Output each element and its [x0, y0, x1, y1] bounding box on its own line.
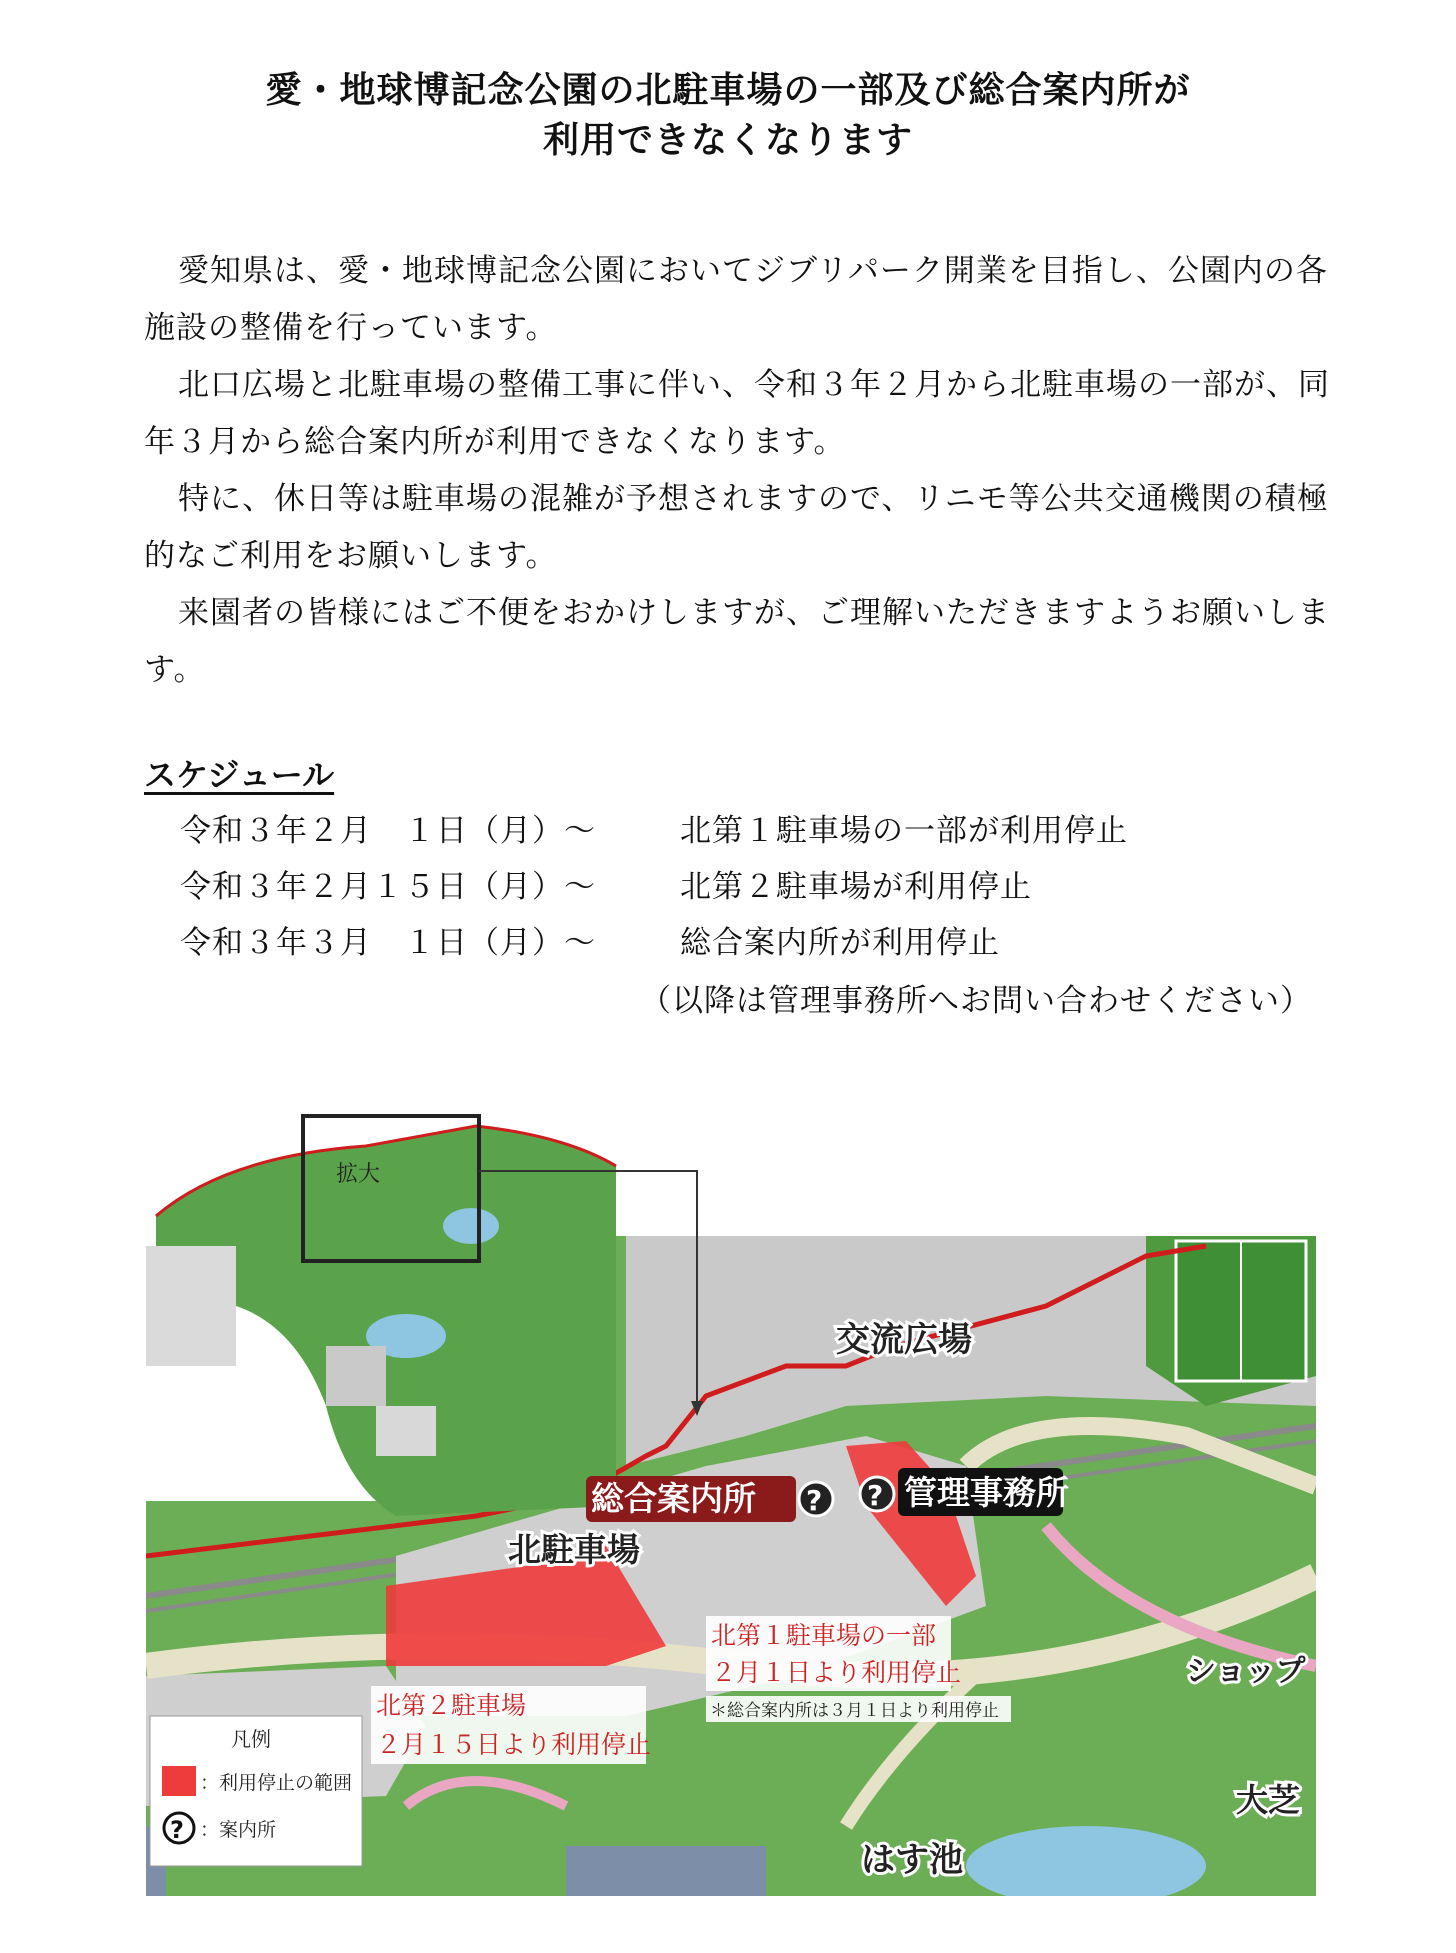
schedule-heading: スケジュール	[144, 756, 335, 794]
legend-stop-area: ：利用停止の範囲	[200, 1772, 353, 1794]
page-title-line2: 利用できなくなります	[542, 120, 913, 161]
schedule-event: 総合案内所が利用停止	[680, 925, 1000, 961]
paragraph-1: 愛知県は、愛・地球博記念公園においてジブリパーク開業を目指し、公園内の各施設の整備を行っています。	[144, 253, 1328, 346]
schedule-event: 北第２駐車場が利用停止	[680, 869, 1032, 905]
callout1-line2: ２月１日より利用停止	[711, 1658, 962, 1687]
body-text	[144, 243, 1334, 699]
legend	[150, 1716, 362, 1866]
schedule-event: 北第１駐車場の一部が利用停止	[680, 813, 1128, 849]
callout2-line2: ２月１５日より利用停止	[376, 1730, 652, 1759]
paragraph-2: 北口広場と北駐車場の整備工事に伴い、令和３年２月から北駐車場の一部が、同年３月から総合案内所が利用できなくなります。	[144, 367, 1330, 460]
park-map	[146, 1106, 1316, 1896]
label-north-parking: 北駐車場	[508, 1530, 640, 1569]
schedule-date: 令和３年２月 １日（月）～	[180, 813, 596, 849]
legend-info-icon-mark: ?	[170, 1816, 184, 1844]
callout1-line1: 北第１駐車場の一部	[711, 1621, 937, 1650]
legend-info: ：案内所	[200, 1819, 277, 1841]
legend-title: 凡例	[231, 1727, 271, 1751]
label-koryu: 交流広場	[836, 1320, 972, 1360]
label-office: 管理事務所	[904, 1473, 1069, 1512]
schedule-row-2	[180, 861, 1032, 906]
label-shop: ショップ	[1186, 1654, 1306, 1689]
callout-north2	[371, 1686, 651, 1764]
page-title-line1: 愛・地球博記念公園の北駐車場の一部及び総合案内所が	[265, 70, 1191, 111]
schedule-row-1	[180, 805, 1128, 850]
label-hasu: はす池	[861, 1840, 963, 1880]
paragraph-4: 来園者の皆様にはご不便をおかけしますが、ご理解いただきますようお願いします。	[144, 595, 1330, 688]
overview-map	[146, 1106, 616, 1516]
schedule-date: 令和３年３月 １日（月）～	[180, 925, 596, 961]
paragraph-3: 特に、休日等は駐車場の混雑が予想されますので、リニモ等公共交通機関の積極的なご利用をお願いします。	[144, 481, 1329, 574]
zoom-label: 拡大	[336, 1162, 381, 1187]
callout2-line1: 北第２駐車場	[376, 1691, 527, 1720]
legend-stop-swatch	[162, 1766, 196, 1796]
schedule-note: （以降は管理事務所へお問い合わせください）	[640, 983, 1312, 1019]
label-ooshiba: 大芝	[1236, 1781, 1301, 1819]
info-icon-mark: ?	[806, 1484, 823, 1517]
schedule-row-3	[180, 917, 1000, 962]
label-info-center: 総合案内所	[591, 1479, 756, 1518]
office-info-icon-mark: ?	[867, 1479, 884, 1512]
callout1-note: ＊総合案内所は３月１日より利用停止	[710, 1701, 999, 1721]
schedule-date: 令和３年２月１５日（月）～	[180, 869, 596, 905]
